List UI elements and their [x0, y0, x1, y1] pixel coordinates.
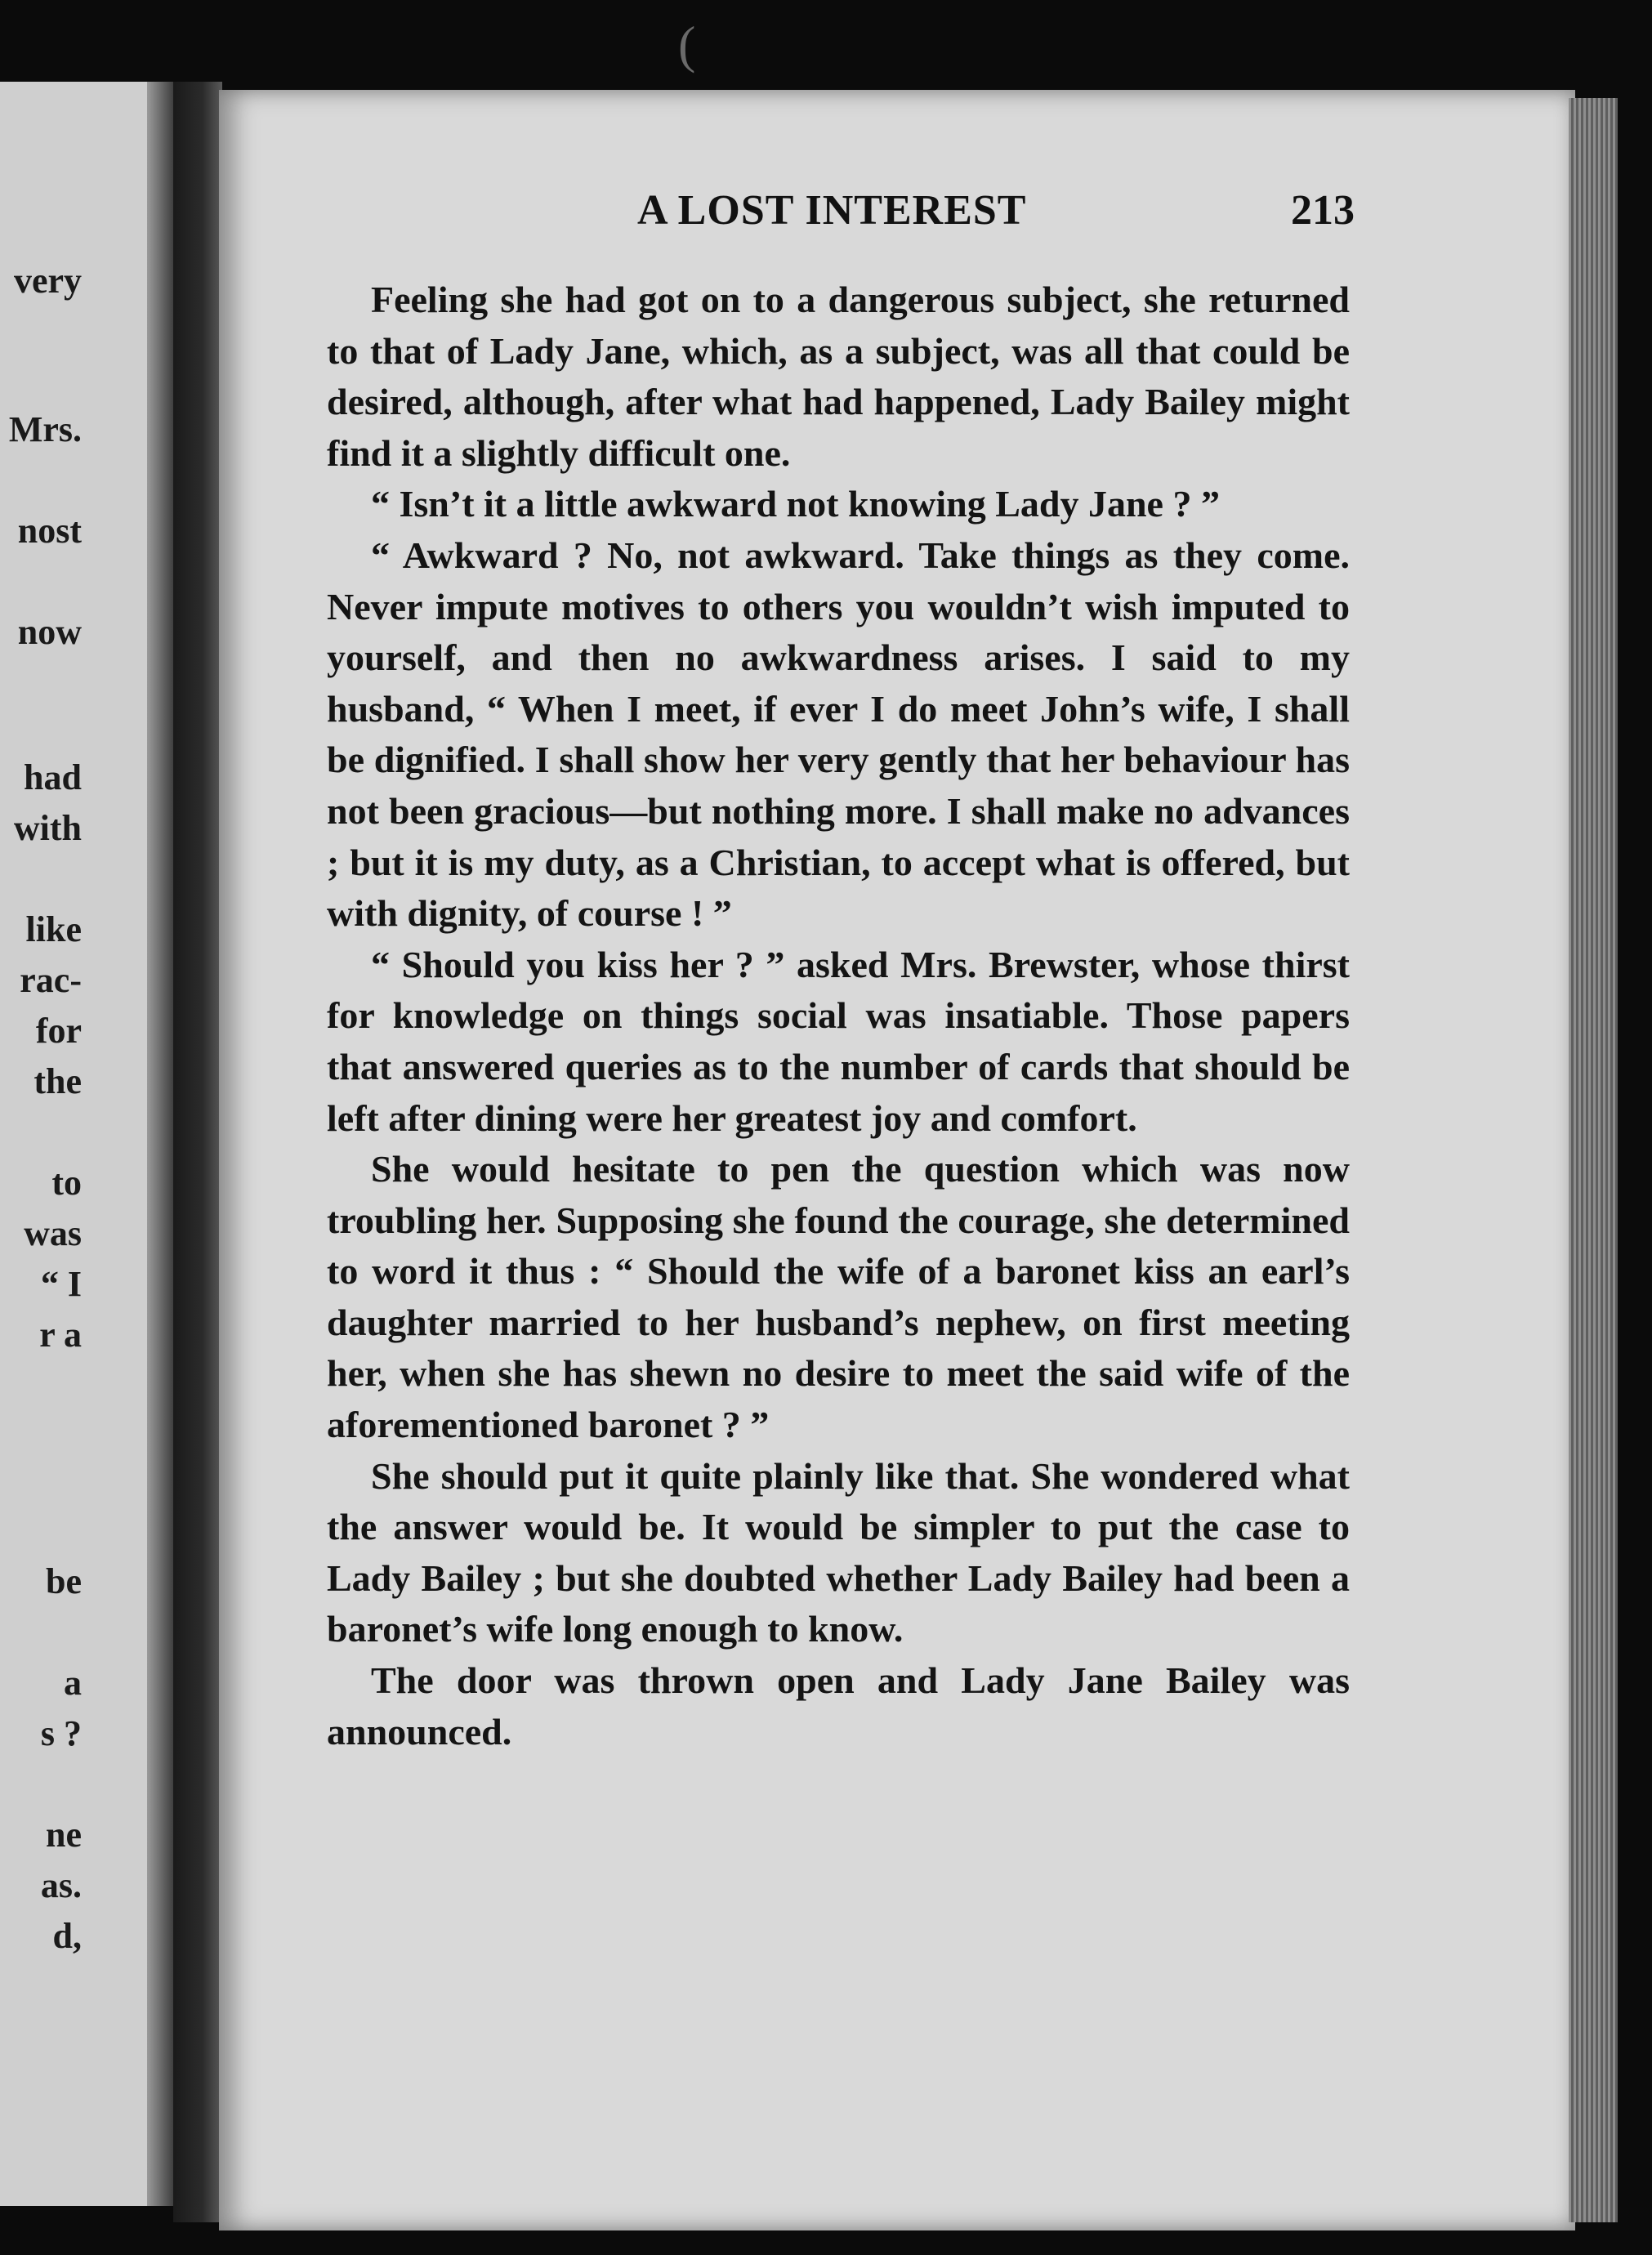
- body-text: [327, 275, 1350, 1757]
- paragraph: Feeling she had got on to a dangerous subject, she returned to that of Lady Jane, which, as a subject, was all that could be desired, although, after what had happened, Lady Bailey might find it a slightly difficult one.: [327, 279, 1350, 474]
- left-page-fragment: s ?: [40, 1713, 82, 1753]
- running-title: A LOST INTEREST: [637, 187, 1027, 234]
- paragraph: “ Isn’t it a little awkward not knowing Lady Jane ? ”: [371, 483, 1220, 525]
- left-page-fragment: d,: [52, 1916, 82, 1956]
- left-page-fragment: was: [24, 1213, 82, 1253]
- page-edges: [1569, 98, 1618, 2222]
- left-page-gutter-shadow: [147, 82, 175, 2206]
- left-page-fragment: for: [35, 1011, 82, 1051]
- page-number: 213: [1291, 187, 1355, 234]
- left-page-fragment: with: [13, 808, 82, 848]
- left-page-fragment: nost: [17, 511, 82, 551]
- left-page-fragment: be: [46, 1561, 82, 1601]
- paragraph: She would hesitate to pen the question which was now troubling her. Supposing she found the courage, she determined to word it thus : “ Should the wife of a baronet kiss an earl’s daughter married to her husband’s nephew, on first meeting her, when she has shewn no desire to meet the said wife of the aforementioned baronet ? ”: [327, 1148, 1350, 1446]
- left-page-fragment: very: [13, 261, 82, 301]
- paragraph: She should put it quite plainly like that. She wondered what the answer would be. It would be simpler to put the case to Lady Bailey ; but she doubted whether Lady Bailey had been a baronet’s wife long enough to know.: [327, 1454, 1350, 1650]
- left-page-fragment: r a: [39, 1315, 82, 1355]
- left-page-fragment: ne: [46, 1815, 82, 1855]
- left-page-fragment: a: [64, 1663, 82, 1703]
- left-page-fragment: now: [17, 612, 82, 652]
- paragraph: “ Awkward ? No, not awkward. Take things as they come. Never impute motives to others you wouldn’t wish imputed to yourself, and then no awkwardness arises. I said to my husband, “ When I meet, if ever I do meet John’s wife, I shall be dignified. I shall show her very gently that her behaviour has not been gracious—but nothing more. I shall make no advances ; but it is my duty, as a Christian, to accept what is offered, but with dignity, of course ! ”: [327, 534, 1350, 935]
- paragraph: “ Should you kiss her ? ” asked Mrs. Brewster, whose thirst for knowledge on things social was insatiable. Those papers that answered queries as to the number of cards that should be left after dining were her greatest joy and comfort.: [327, 943, 1350, 1139]
- left-page-fragment: had: [24, 757, 82, 797]
- left-facing-page: [0, 82, 172, 2206]
- left-page-fragment: to: [51, 1163, 82, 1203]
- left-page-fragment: “ I: [40, 1264, 82, 1304]
- paragraph: The door was thrown open and Lady Jane Bailey was announced.: [327, 1659, 1350, 1753]
- top-edge-mark: (: [678, 16, 696, 74]
- left-page-fragment: as.: [40, 1865, 82, 1905]
- book-binding: [173, 82, 222, 2222]
- left-page-fragment: like: [25, 909, 82, 949]
- left-page-fragment: the: [33, 1061, 82, 1101]
- left-page-fragment: Mrs.: [8, 409, 82, 449]
- left-page-fragment: rac-: [20, 960, 82, 1000]
